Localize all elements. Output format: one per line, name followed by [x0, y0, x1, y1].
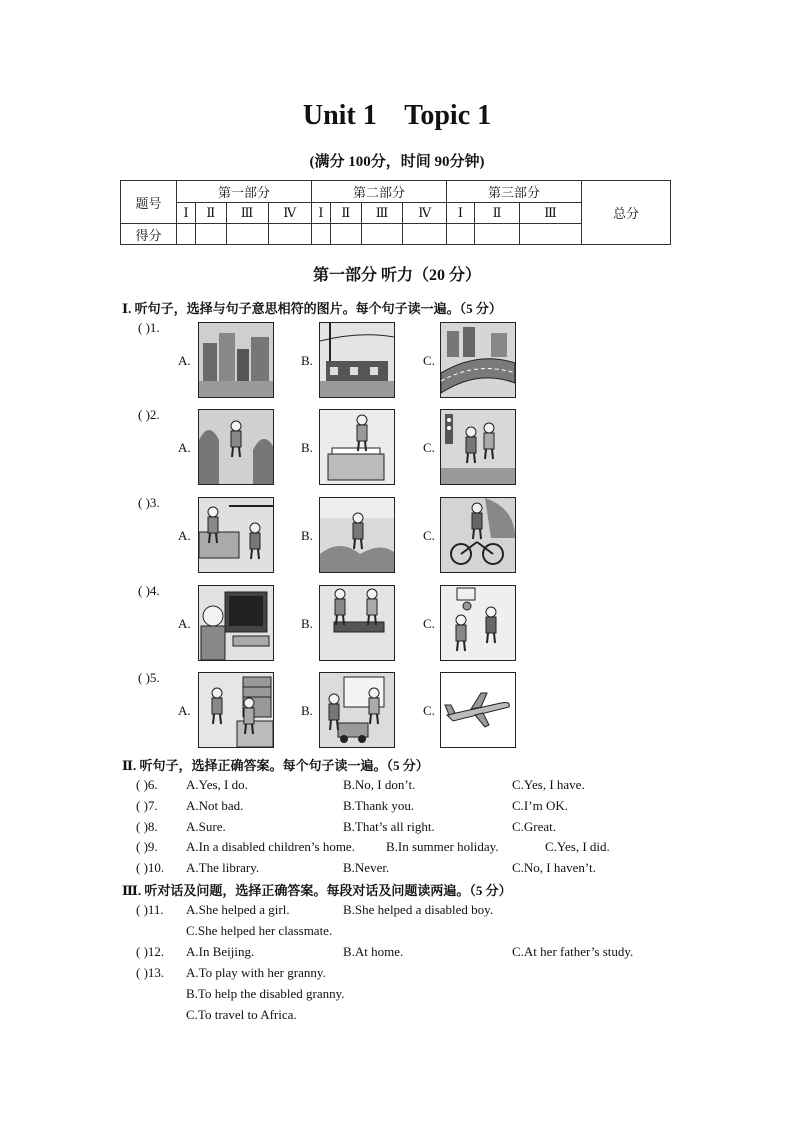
- question-number[interactable]: ( )6.: [136, 777, 158, 792]
- option-b: B.In summer holiday.: [386, 839, 499, 854]
- score-cell[interactable]: [403, 224, 446, 245]
- option-label-b: B.: [301, 440, 313, 455]
- option-c: C.She helped her classmate.: [186, 923, 333, 938]
- table-col: Ⅰ: [177, 202, 196, 224]
- student-writing-picture[interactable]: [319, 409, 395, 485]
- option-c: C.Yes, I have.: [512, 777, 585, 792]
- score-cell[interactable]: [268, 224, 311, 245]
- table-col: Ⅱ: [475, 202, 520, 224]
- option-c: C.No, I haven’t.: [512, 860, 596, 875]
- table-header-total: 总分: [582, 181, 671, 245]
- page-subtitle: (满分 100分，时间 90分钟): [309, 154, 485, 170]
- score-cell[interactable]: [520, 224, 582, 245]
- table-col: Ⅲ: [361, 202, 403, 224]
- question-number[interactable]: ( )3.: [138, 495, 160, 510]
- option-a: A.To play with her granny.: [186, 965, 326, 980]
- score-cell[interactable]: [331, 224, 362, 245]
- table-col: Ⅱ: [196, 202, 227, 224]
- table-col: Ⅲ: [520, 202, 582, 224]
- question-number[interactable]: ( )10.: [136, 860, 165, 875]
- option-label-b: B.: [301, 616, 313, 631]
- option-b: B.That’s all right.: [343, 819, 435, 834]
- table-col: Ⅰ: [446, 202, 474, 224]
- option-label-b: B.: [301, 353, 313, 368]
- score-cell[interactable]: [196, 224, 227, 245]
- question-number[interactable]: ( )5.: [138, 670, 160, 685]
- question-number[interactable]: ( )7.: [136, 798, 158, 813]
- question-number[interactable]: ( )11.: [136, 902, 164, 917]
- option-label-c: C.: [423, 703, 435, 718]
- table-header-part3: 第三部分: [446, 181, 581, 203]
- page-title: Unit 1 Topic 1: [302, 100, 492, 131]
- option-label-b: B.: [301, 703, 313, 718]
- score-cell[interactable]: [177, 224, 196, 245]
- section1-instruction: Ⅰ. 听句子，选择与句子意思相符的图片。每个句子读一遍。（5 分）: [122, 301, 502, 316]
- score-table: [120, 180, 671, 245]
- highway-picture[interactable]: [440, 322, 516, 398]
- option-b: B.No, I don’t.: [343, 777, 416, 792]
- score-cell[interactable]: [446, 224, 474, 245]
- option-a: A.She helped a girl.: [186, 902, 290, 917]
- option-a: A.Sure.: [186, 819, 226, 834]
- option-b: B.Never.: [343, 860, 390, 875]
- clerk-picture[interactable]: [198, 497, 274, 573]
- option-label-a: A.: [178, 528, 191, 543]
- girl-walking-picture[interactable]: [319, 497, 395, 573]
- option-a: A.In a disabled children’s home.: [186, 839, 355, 854]
- score-cell[interactable]: [475, 224, 520, 245]
- option-c: C.Great.: [512, 819, 557, 834]
- option-label-a: A.: [178, 440, 191, 455]
- option-c: C.I’m OK.: [512, 798, 568, 813]
- option-c: C.At her father’s study.: [512, 944, 634, 959]
- question-number[interactable]: ( )2.: [138, 407, 160, 422]
- table-col: Ⅳ: [403, 202, 446, 224]
- score-cell[interactable]: [361, 224, 403, 245]
- question-number[interactable]: ( )13.: [136, 965, 165, 980]
- children-picture[interactable]: [319, 672, 395, 748]
- table-header-part1: 第一部分: [177, 181, 312, 203]
- airplane-picture[interactable]: [440, 672, 516, 748]
- question-number[interactable]: ( )4.: [138, 583, 160, 598]
- question-number[interactable]: ( )8.: [136, 819, 158, 834]
- table-col: Ⅲ: [226, 202, 268, 224]
- option-label-c: C.: [423, 616, 435, 631]
- option-b: B.At home.: [343, 944, 404, 959]
- house-picture[interactable]: [319, 322, 395, 398]
- question-number[interactable]: ( )9.: [136, 839, 158, 854]
- option-label-c: C.: [423, 440, 435, 455]
- helping-elder-picture[interactable]: [440, 409, 516, 485]
- option-label-c: C.: [423, 353, 435, 368]
- option-label-b: B.: [301, 528, 313, 543]
- option-label-a: A.: [178, 616, 191, 631]
- option-a: A.In Beijing.: [186, 944, 255, 959]
- option-b: B.To help the disabled granny.: [186, 986, 345, 1001]
- score-cell[interactable]: [311, 224, 330, 245]
- table-label-qnum: 题号: [121, 181, 177, 224]
- question-number[interactable]: ( )1.: [138, 320, 160, 335]
- option-c: C.To travel to Africa.: [186, 1007, 297, 1022]
- option-label-c: C.: [423, 528, 435, 543]
- option-b: B.Thank you.: [343, 798, 415, 813]
- table-header-part2: 第二部分: [311, 181, 446, 203]
- girl-cycling-picture[interactable]: [440, 497, 516, 573]
- option-label-a: A.: [178, 703, 191, 718]
- table-col: Ⅰ: [311, 202, 330, 224]
- table-col: Ⅳ: [268, 202, 311, 224]
- option-a: A.The library.: [186, 860, 260, 875]
- option-c: C.Yes, I did.: [545, 839, 610, 854]
- computer-picture[interactable]: [198, 585, 274, 661]
- basketball-picture[interactable]: [440, 585, 516, 661]
- part1-heading: 第一部分 听力（20 分）: [312, 267, 481, 284]
- city-buildings-picture[interactable]: [198, 322, 274, 398]
- teacher-picture[interactable]: [198, 672, 274, 748]
- option-label-a: A.: [178, 353, 191, 368]
- score-cell[interactable]: [226, 224, 268, 245]
- option-a: A.Not bad.: [186, 798, 244, 813]
- table-label-score: 得分: [121, 224, 177, 245]
- section2-instruction: Ⅱ. 听句子，选择正确答案。每个句子读一遍。（5 分）: [122, 758, 429, 773]
- option-a: A.Yes, I do.: [186, 777, 248, 792]
- repair-picture[interactable]: [319, 585, 395, 661]
- question-number[interactable]: ( )12.: [136, 944, 165, 959]
- section3-instruction: Ⅲ. 听对话及问题，选择正确答案。每段对话及问题读两遍。（5 分）: [122, 883, 512, 898]
- option-b: B.She helped a disabled boy.: [343, 902, 494, 917]
- table-col: Ⅱ: [331, 202, 362, 224]
- hiker-picture[interactable]: [198, 409, 274, 485]
